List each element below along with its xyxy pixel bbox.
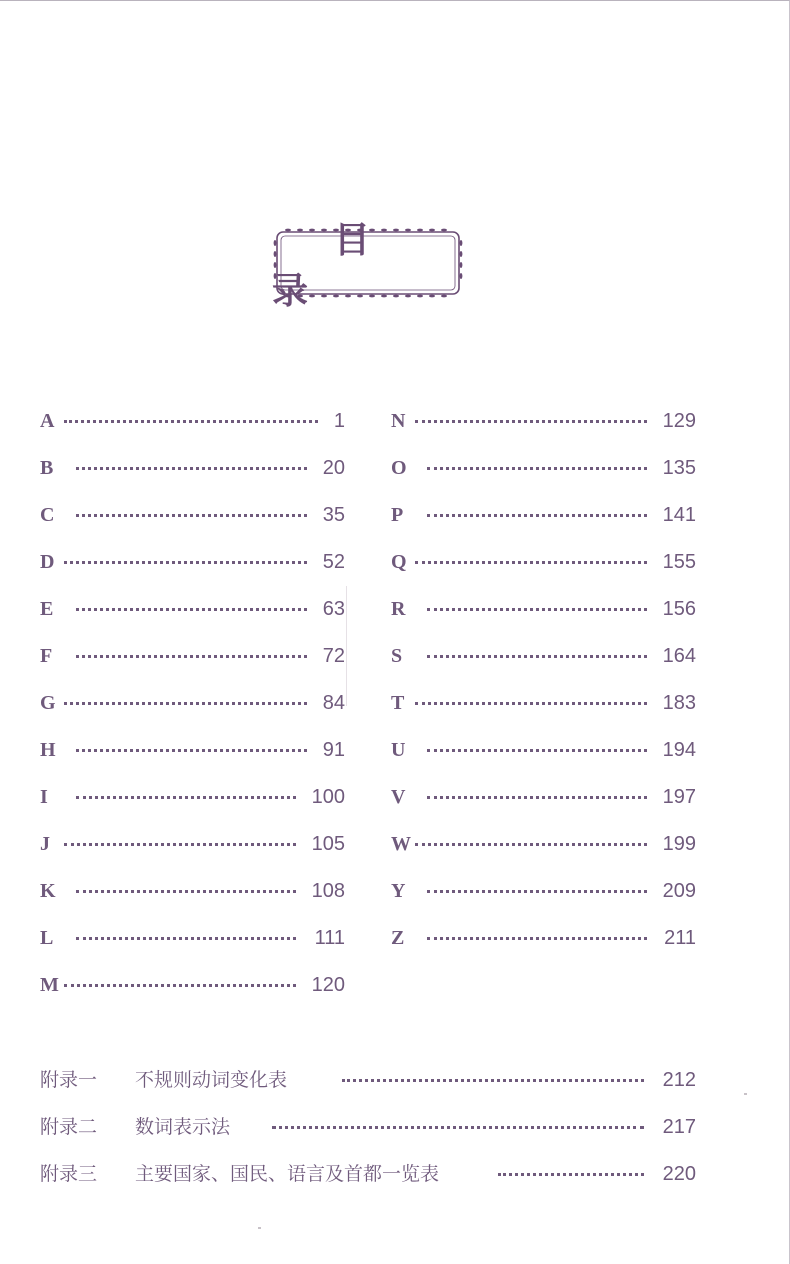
toc-entry[interactable]	[40, 923, 345, 953]
toc-entry[interactable]	[391, 829, 696, 859]
toc-letter: N	[391, 410, 406, 432]
dot-leader	[427, 937, 647, 940]
scan-speck	[258, 1227, 261, 1229]
scan-speck	[744, 1093, 747, 1095]
dot-leader	[427, 655, 647, 658]
toc-page-number: 129	[662, 410, 696, 432]
appendix-label: 附录二	[40, 1116, 98, 1138]
toc-letter: H	[40, 739, 56, 761]
title-frame	[272, 220, 464, 312]
toc-page-number: 84	[322, 692, 345, 714]
toc-entry[interactable]	[391, 547, 696, 577]
dot-leader	[64, 843, 296, 846]
appendix-title: 不规则动词变化表	[135, 1069, 288, 1091]
dot-leader	[64, 984, 296, 987]
toc-letter: O	[391, 457, 407, 479]
toc-letter: G	[40, 692, 56, 714]
toc-entry[interactable]	[40, 876, 345, 906]
toc-page-number: 209	[662, 880, 696, 902]
appendix-label: 附录三	[40, 1163, 98, 1185]
scan-speck	[346, 586, 347, 706]
toc-entry[interactable]	[391, 688, 696, 718]
dot-leader	[272, 1126, 644, 1129]
toc-entry[interactable]	[391, 735, 696, 765]
toc-letter: V	[391, 786, 406, 808]
toc-page-number: 63	[322, 598, 345, 620]
toc-page-number: 1	[333, 410, 345, 432]
dot-leader	[64, 702, 307, 705]
toc-entry[interactable]	[40, 453, 345, 483]
dot-leader	[427, 514, 647, 517]
appendix-entry[interactable]	[40, 1111, 696, 1143]
toc-entry[interactable]	[391, 500, 696, 530]
toc-page-number: 183	[662, 692, 696, 714]
toc-letter: L	[40, 927, 54, 949]
dot-leader	[76, 937, 296, 940]
toc-letter: K	[40, 880, 56, 902]
dot-leader	[415, 420, 647, 423]
toc-letter: S	[391, 645, 403, 667]
appendix-entry[interactable]	[40, 1158, 696, 1190]
dot-leader	[427, 749, 647, 752]
toc-page-number: 108	[311, 880, 345, 902]
toc-page-number: 135	[662, 457, 696, 479]
toc-entry[interactable]	[391, 782, 696, 812]
toc-page-number: 100	[311, 786, 345, 808]
dot-leader	[64, 420, 318, 423]
toc-letter: W	[391, 833, 411, 855]
toc-letter: U	[391, 739, 406, 761]
toc-page-number: 72	[322, 645, 345, 667]
toc-entry[interactable]	[40, 970, 345, 1000]
dot-leader	[76, 467, 307, 470]
toc-page-number: 141	[662, 504, 696, 526]
dot-leader	[415, 843, 647, 846]
toc-page-number: 155	[662, 551, 696, 573]
dot-leader	[498, 1173, 644, 1176]
toc-entry[interactable]	[40, 406, 345, 436]
toc-letter: D	[40, 551, 55, 573]
dot-leader	[76, 890, 296, 893]
toc-page-number: 91	[322, 739, 345, 761]
toc-letter: M	[40, 974, 59, 996]
toc-page-number: 105	[311, 833, 345, 855]
toc-entry[interactable]	[391, 453, 696, 483]
toc-letter: Q	[391, 551, 407, 573]
dot-leader	[415, 702, 647, 705]
toc-page-number: 52	[322, 551, 345, 573]
toc-letter: Y	[391, 880, 406, 902]
dot-leader	[76, 655, 307, 658]
toc-entry[interactable]	[391, 641, 696, 671]
toc-page-number: 199	[662, 833, 696, 855]
appendix-page-number: 212	[662, 1069, 696, 1091]
dot-leader	[76, 796, 296, 799]
toc-entry[interactable]	[40, 594, 345, 624]
page-title: 目 录	[272, 220, 433, 312]
appendix-entry[interactable]	[40, 1064, 696, 1096]
dot-leader	[427, 796, 647, 799]
toc-page-number: 197	[662, 786, 696, 808]
toc-letter: P	[391, 504, 404, 526]
toc-letter: Z	[391, 927, 405, 949]
toc-page-number: 35	[322, 504, 345, 526]
toc-entry[interactable]	[40, 500, 345, 530]
toc-letter: B	[40, 457, 54, 479]
toc-page-number: 156	[662, 598, 696, 620]
dot-leader	[76, 514, 307, 517]
toc-entry[interactable]	[391, 923, 696, 953]
toc-entry[interactable]	[40, 688, 345, 718]
toc-entry[interactable]	[391, 594, 696, 624]
dot-leader	[76, 608, 307, 611]
toc-page-number: 120	[311, 974, 345, 996]
toc-letter: E	[40, 598, 54, 620]
dot-leader	[415, 561, 647, 564]
toc-entry[interactable]	[40, 641, 345, 671]
toc-letter: A	[40, 410, 55, 432]
toc-entry[interactable]	[391, 406, 696, 436]
dot-leader	[427, 467, 647, 470]
toc-entry[interactable]	[391, 876, 696, 906]
toc-page-number: 194	[662, 739, 696, 761]
dot-leader	[427, 608, 647, 611]
toc-page-number: 211	[664, 927, 696, 949]
toc-letter: J	[40, 833, 50, 855]
toc-entry[interactable]	[40, 735, 345, 765]
toc-entry[interactable]	[40, 782, 345, 812]
toc-page-number: 111	[314, 927, 345, 949]
toc-letter: F	[40, 645, 53, 667]
dot-leader	[76, 749, 307, 752]
appendix-title: 数词表示法	[135, 1116, 231, 1138]
dot-leader	[427, 890, 647, 893]
appendix-page-number: 220	[662, 1163, 696, 1185]
toc-entry[interactable]	[40, 829, 345, 859]
toc-letter: C	[40, 504, 55, 526]
toc-page-number: 20	[322, 457, 345, 479]
toc-letter: I	[40, 786, 48, 808]
appendix-label: 附录一	[40, 1069, 98, 1091]
toc-letter: R	[391, 598, 406, 620]
dot-leader	[64, 561, 307, 564]
appendix-page-number: 217	[662, 1116, 696, 1138]
toc-entry[interactable]	[40, 547, 345, 577]
appendix-title: 主要国家、国民、语言及首都一览表	[135, 1163, 440, 1185]
toc-page-number: 164	[662, 645, 696, 667]
toc-letter: T	[391, 692, 405, 714]
dot-leader	[342, 1079, 644, 1082]
